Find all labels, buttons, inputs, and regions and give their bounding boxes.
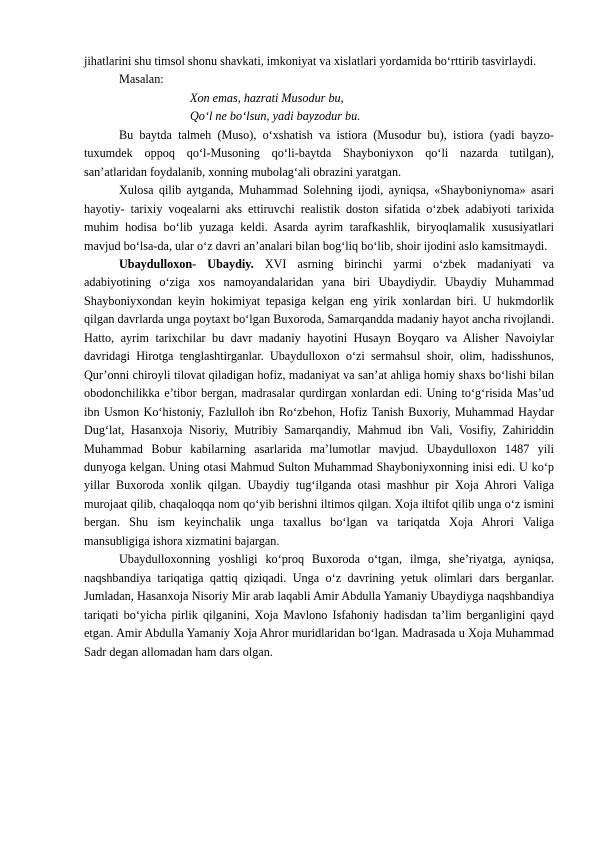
analysis-paragraph: Bu baytda talmeh (Muso), o‘xshatish va istiora (Musodur bu), istiora (yadi bayzo-tuxumdek oppoq qo‘l-Musoning qo‘li-baytda Shayboniyxon qo‘li nazarda tutilgan), san’atlaridan foydalanib, xonning mubolag‘ali obrazini yaratgan.: [84, 127, 554, 179]
youth-paragraph: Ubaydulloxonning yoshligi ko‘proq Buxoroda o‘tgan, ilmga, she’riyatga, ayniqsa, naqshbandiya tariqatiga qattiq qiziqadi. Unga o‘z davrining yetuk olimlari dars berganlar. Jumladan, Hasanxoja Nisoriy Mir arab laqabli Amir Abdulla Yamaniy Ubaydiyga naqshbandiya tariqati bo‘yicha pirlik qilganini, Xoja Mavlono Isfahoniy hadisdan ta’lim berganligini qayd etgan. Amir Abdulla Yamaniy Xoja Ahror muridlaridan bo‘lgan. Madrasada u Xoja Muhammad Sadr degan allomadan ham dars olgan.: [84, 552, 554, 659]
verse-line-2: Qo‘l ne bo‘lsun, yadi bayzodur bu.: [190, 109, 361, 124]
document-page: [84, 52, 554, 661]
example-label: Masalan:: [119, 72, 164, 87]
intro-paragraph: jihatlarini shu timsol shonu shavkati, imkoniyat va xislatlari yordamida bo‘rttirib tasvirlaydi.: [84, 54, 537, 68]
section-heading: Ubaydulloxon- Ubaydiy.: [119, 256, 254, 271]
ubaydiy-paragraph: [84, 255, 554, 550]
ubaydiy-paragraph-body: XVI asrning birinchi yarmi o‘zbek madaniyati va adabiyotining o‘ziga xos namoyandalaridan yana biri Ubaydiydir. Ubaydiy Muhammad Shayboniyxondan keyin hokimiyat tepasiga kelgan eng yirik xonlardan biri. U hukmdorlik qilgan davrlarda unga poytaxt bo‘lgan Buxoroda, Samarqandda madaniy hayot ancha rivojlandi. Hatto, ayrim tarixchilar bu davr madaniy hayotini Husayn Boyqaro va Alisher Navoiylar davridagi Hirotga tenglashtirganlar. Ubaydulloxon o‘zi sermahsul shoir, olim, hadisshunos, Qur’onni chiroyli tilovat qiladigan hofiz, madaniyat va san’at ahliga homiy shaxs bo‘lishi bilan obodonchilikka e’tibor bergan, madrasalar qurdirgan xonlardan edi. Uning to‘g‘risida Mas’ud ibn Usmon Ko‘histoniy, Fazlulloh ibn Ro‘zbehon, Hofiz Tanish Buxoriy, Muhammad Haydar Dug‘lat, Hasanxoja Nisoriy, Mutribiy Samarqandiy, Mahmud ibn Vali, Vosifiy, Zahiriddin Muhammad Bobur kabilarning asarlarida ma’lumotlar mavjud. Ubaydulloxon 1487 yili dunyoga kelgan. Uning otasi Mahmud Sulton Muhammad Shayboniyxonning inisi edi. U ko‘p yillar Buxoroda xonlik qilgan. Ubaydiy tug‘ilganda otasi mashhur pir Xoja Ahrori Valiga murojaat qilib, chaqaloqqa nom qo‘yib berishni iltimos qilgan. Xoja iltifot qilib unga o‘z ismini bergan. Shu ism keyinchalik unga taxallus bo‘lgan va tariqatda Xoja Ahrori Valiga mansubligiga ishora xizmatini bajargan.: [84, 256, 554, 548]
verse-line-1: Xon emas, hazrati Musodur bu,: [190, 90, 344, 105]
conclusion-paragraph: Xulosa qilib aytganda, Muhammad Solehning ijodi, ayniqsa, «Shayboniynoma» asari hayotiy- tarixiy voqealarni aks ettiruvchi realistik doston sifatida o‘zbek adabiyoti tarixida muhim hodisa bo‘lib yuzaga keldi. Asarda ayrim tarafkashlik, biryoqlamalik xususiyatlari mavjud bo‘lsa-da, ular o‘z davri an’analari bilan bog‘liq bo‘lib, shoir ijodini aslo kamsitmaydi.: [84, 183, 554, 253]
